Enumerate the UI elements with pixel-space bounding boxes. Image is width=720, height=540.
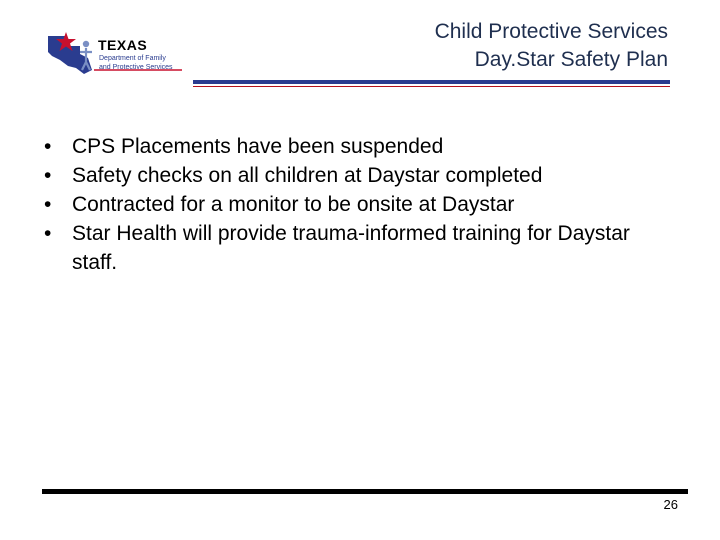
title-divider	[193, 80, 670, 84]
footer-divider	[42, 489, 688, 494]
bullet-item	[44, 190, 644, 219]
title-line-2: Day.Star Safety Plan	[474, 48, 668, 71]
bullet-marker: •	[44, 164, 52, 187]
bullet-item	[44, 132, 644, 161]
bullet-text: Star Health will provide trauma-informed training for Daystar staff.	[72, 222, 630, 274]
logo-text-texas: TEXAS	[98, 37, 148, 53]
bullet-marker: •	[44, 135, 52, 158]
bullet-item	[44, 161, 644, 190]
title-divider-accent	[193, 86, 670, 87]
slide-title	[435, 18, 668, 74]
logo-text-services: and Protective Services	[99, 64, 173, 71]
page-number: 26	[663, 497, 678, 512]
bullet-text: CPS Placements have been suspended	[72, 135, 444, 158]
bullet-text: Safety checks on all children at Daystar completed	[72, 164, 543, 187]
bullet-item	[44, 219, 644, 277]
logo-text-department: Department of Family	[99, 55, 166, 62]
bullet-marker: •	[44, 193, 52, 216]
title-line-1: Child Protective Services	[434, 20, 668, 43]
bullet-list	[44, 132, 644, 277]
bullet-text: Contracted for a monitor to be onsite at Daystar	[72, 193, 515, 216]
bullet-marker: •	[44, 222, 52, 245]
